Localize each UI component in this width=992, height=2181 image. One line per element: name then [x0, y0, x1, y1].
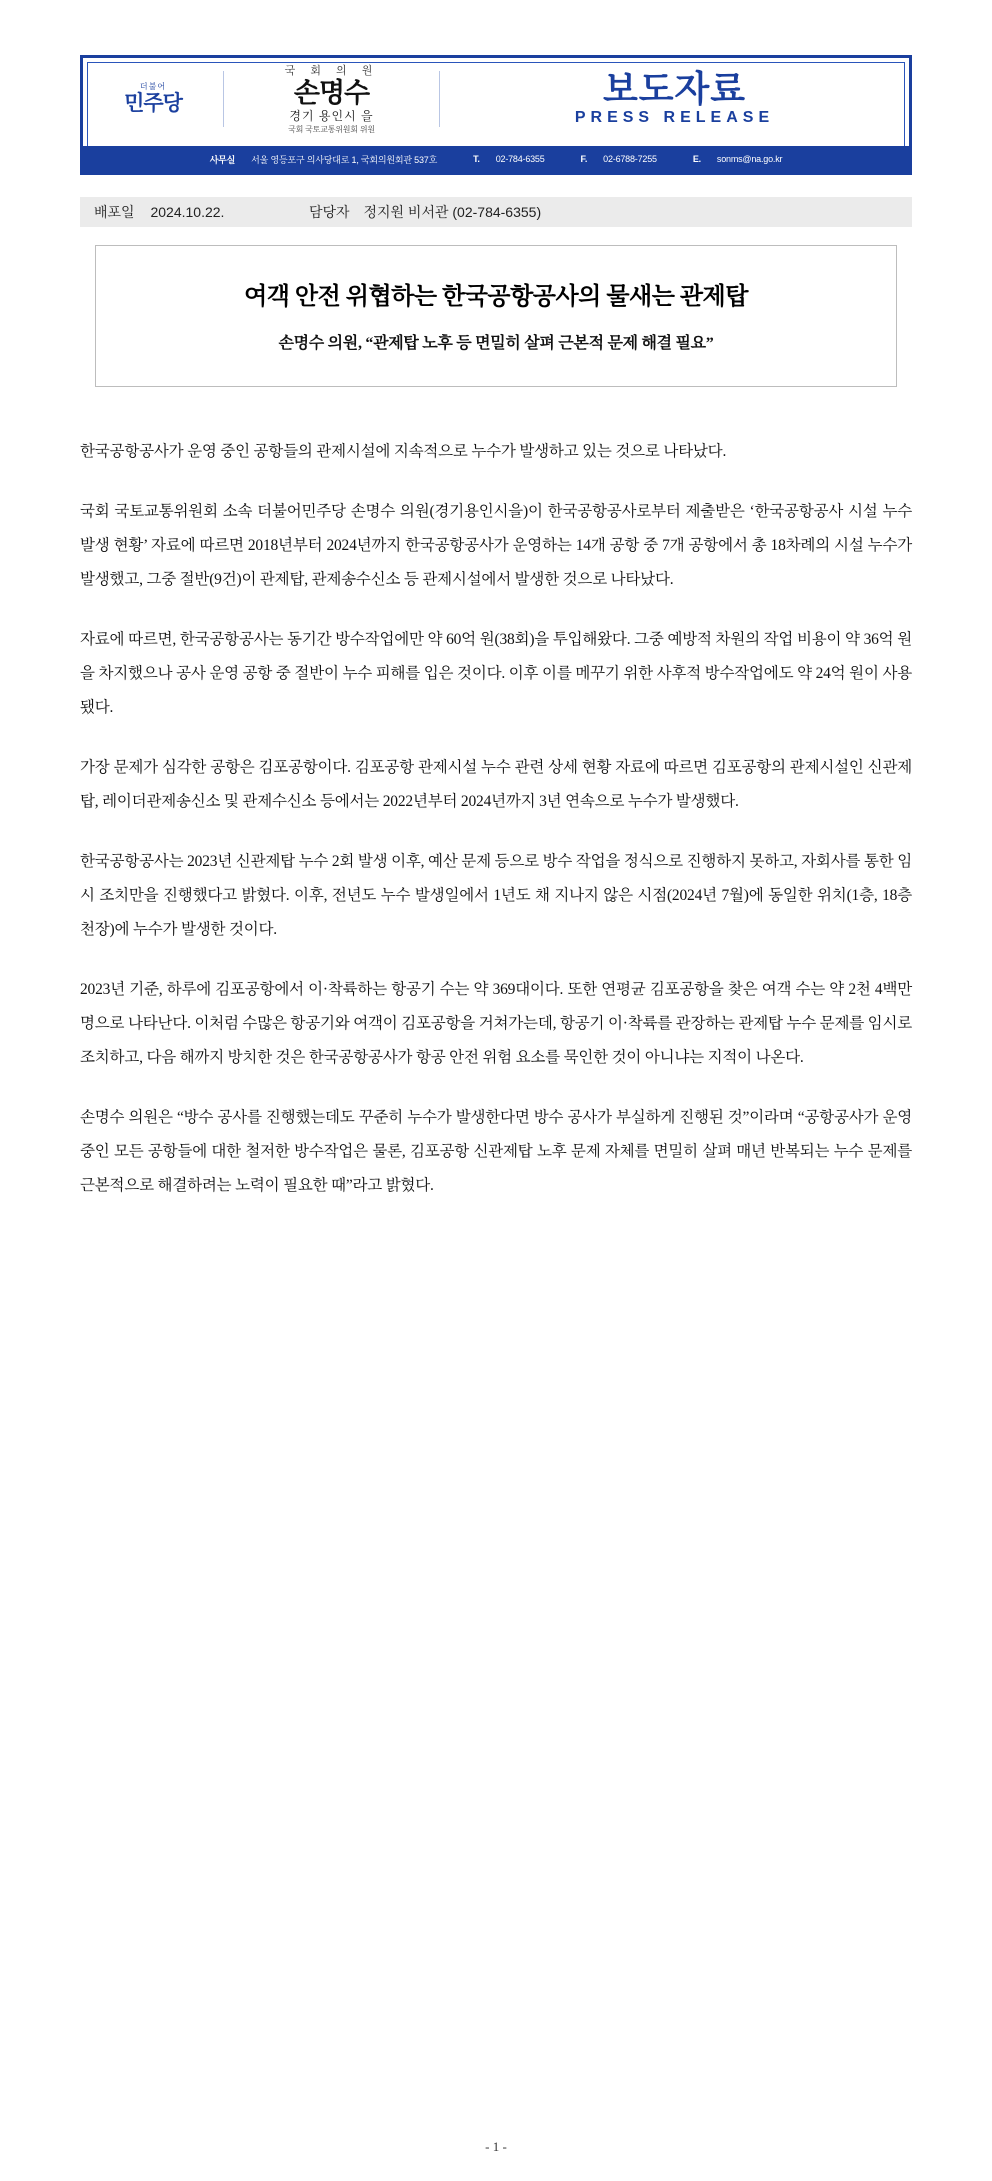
member-name-label: 손명수: [293, 77, 370, 108]
letterhead-contact-bar: [83, 146, 909, 172]
fax-label: F.: [580, 154, 588, 164]
email-label: E.: [692, 154, 701, 164]
meta-bar: [80, 197, 912, 227]
body-copy: [80, 435, 912, 1203]
letterhead-top: [83, 58, 909, 140]
press-release-page: [0, 55, 992, 2181]
office-label: 사무실: [209, 154, 236, 165]
contact-block: [309, 202, 541, 222]
page-number: - 1 -: [485, 2139, 507, 2154]
page-title: 여객 안전 위협하는 한국공항공사의 물새는 관제탑: [244, 284, 748, 310]
member-committee-label: 국회 국토교통위원회 위원: [288, 124, 375, 134]
release-date-block: [80, 202, 309, 222]
body-paragraph: 한국공항공사가 운영 중인 공항들의 관제시설에 지속적으로 누수가 발생하고 있는 것으로 나타났다.: [80, 443, 727, 460]
press-release-ko-label: 보도자료: [602, 68, 747, 109]
party-name-label: 민주당: [124, 92, 182, 115]
contact-label: 담당자: [309, 204, 350, 220]
letterhead: [80, 55, 912, 175]
member-district-label: 경기 용인시 을: [289, 108, 374, 123]
office-address: 서울 영등포구 의사당대로 1, 국회의원회관 537호: [251, 154, 438, 165]
contact-value: 정지원 비서관 (02-784-6355): [363, 204, 542, 220]
party-logo: [83, 82, 223, 116]
body-paragraph: 자료에 따르면, 한국공항공사는 동기간 방수작업에만 약 60억 원(38회)을 투입해왔다. 그중 예방적 차원의 작업 비용이 약 36억 원을 차지했으나 공사 운영 공항 중 절반이 누수 피해를 입은 것이다. 이후 이를 메꾸기 위한 사후적 방수작업에도 약 24억 원이 사용됐다.: [80, 631, 912, 716]
body-paragraph: 손명수 의원은 “방수 공사를 진행했는데도 꾸준히 누수가 발생한다면 방수 공사가 부실하게 진행된 것”이라며 “공항공사가 운영중인 모든 공항들에 대한 철저한 방수작업은 물론, 김포공항 신관제탑 노후 문제 자체를 면밀히 살펴 매년 반복되는 누수 문제를 근본적으로 해결하려는 노력이 필요한 때”라고 밝혔다.: [80, 1109, 912, 1194]
body-paragraph: 국회 국토교통위원회 소속 더불어민주당 손명수 의원(경기용인시을)이 한국공항공사로부터 제출받은 ‘한국공항공사 시설 누수 발생 현황’ 자료에 따르면 2018년부터 2024년까지 한국공항공사가 운영하는 14개 공항 중 7개 공항에서 총 18차례의 시설 누수가 발생했고, 그중 절반(9건)이 관제탑, 관제송수신소 등 관제시설에서 발생한 것으로 나타났다.: [80, 503, 912, 588]
body-paragraph: 한국공항공사는 2023년 신관제탑 누수 2회 발생 이후, 예산 문제 등으로 방수 작업을 정식으로 진행하지 못하고, 자회사를 통한 임시 조치만을 진행했다고 밝혔다. 이후, 전년도 누수 발생일에서 1년도 채 지나지 않은 시점(2024년 7월)에 동일한 위치(1층, 18층 천장)에 누수가 발생한 것이다.: [80, 853, 912, 938]
tel-value: 02-784-6355: [495, 154, 545, 164]
tel-label: T.: [473, 154, 480, 164]
body-paragraph: 2023년 기준, 하루에 김포공항에서 이·착륙하는 항공기 수는 약 369대이다. 또한 연평균 김포공항을 찾은 여객 수는 약 2천 4백만 명으로 나타난다. 이처럼 수많은 항공기와 여객이 김포공항을 거쳐가는데, 항공기 이·착륙를 관장하는 관제탑 누수 문제를 임시로 조치하고, 다음 해까지 방치한 것은 한국공항공사가 항공 안전 위험 요소를 묵인한 것이 아니냐는 지적이 나온다.: [80, 981, 912, 1066]
release-date-value: 2024.10.22.: [150, 204, 225, 220]
press-release-title-block: [440, 70, 909, 128]
email-value: sonms@na.go.kr: [716, 154, 783, 164]
page-subtitle: 손명수 의원, “관제탑 노후 등 면밀히 살펴 근본적 문제 해결 필요”: [278, 335, 714, 352]
release-date-label: 배포일: [94, 204, 135, 220]
fax-value: 02-6788-7255: [603, 154, 657, 164]
body-paragraph: 가장 문제가 심각한 공항은 김포공항이다. 김포공항 관제시설 누수 관련 상세 현황 자료에 따르면 김포공항의 관제시설인 신관제탑, 레이더관제송신소 및 관제수신소 등에서는 2022년부터 2024년까지 3년 연속으로 누수가 발생했다.: [80, 759, 912, 810]
party-sub-label: 더불어: [139, 82, 167, 91]
member-block: [224, 64, 439, 135]
press-release-en-label: PRESS RELEASE: [574, 109, 775, 126]
member-role-label: 국 회 의 원: [284, 64, 379, 77]
title-box: [95, 245, 897, 387]
